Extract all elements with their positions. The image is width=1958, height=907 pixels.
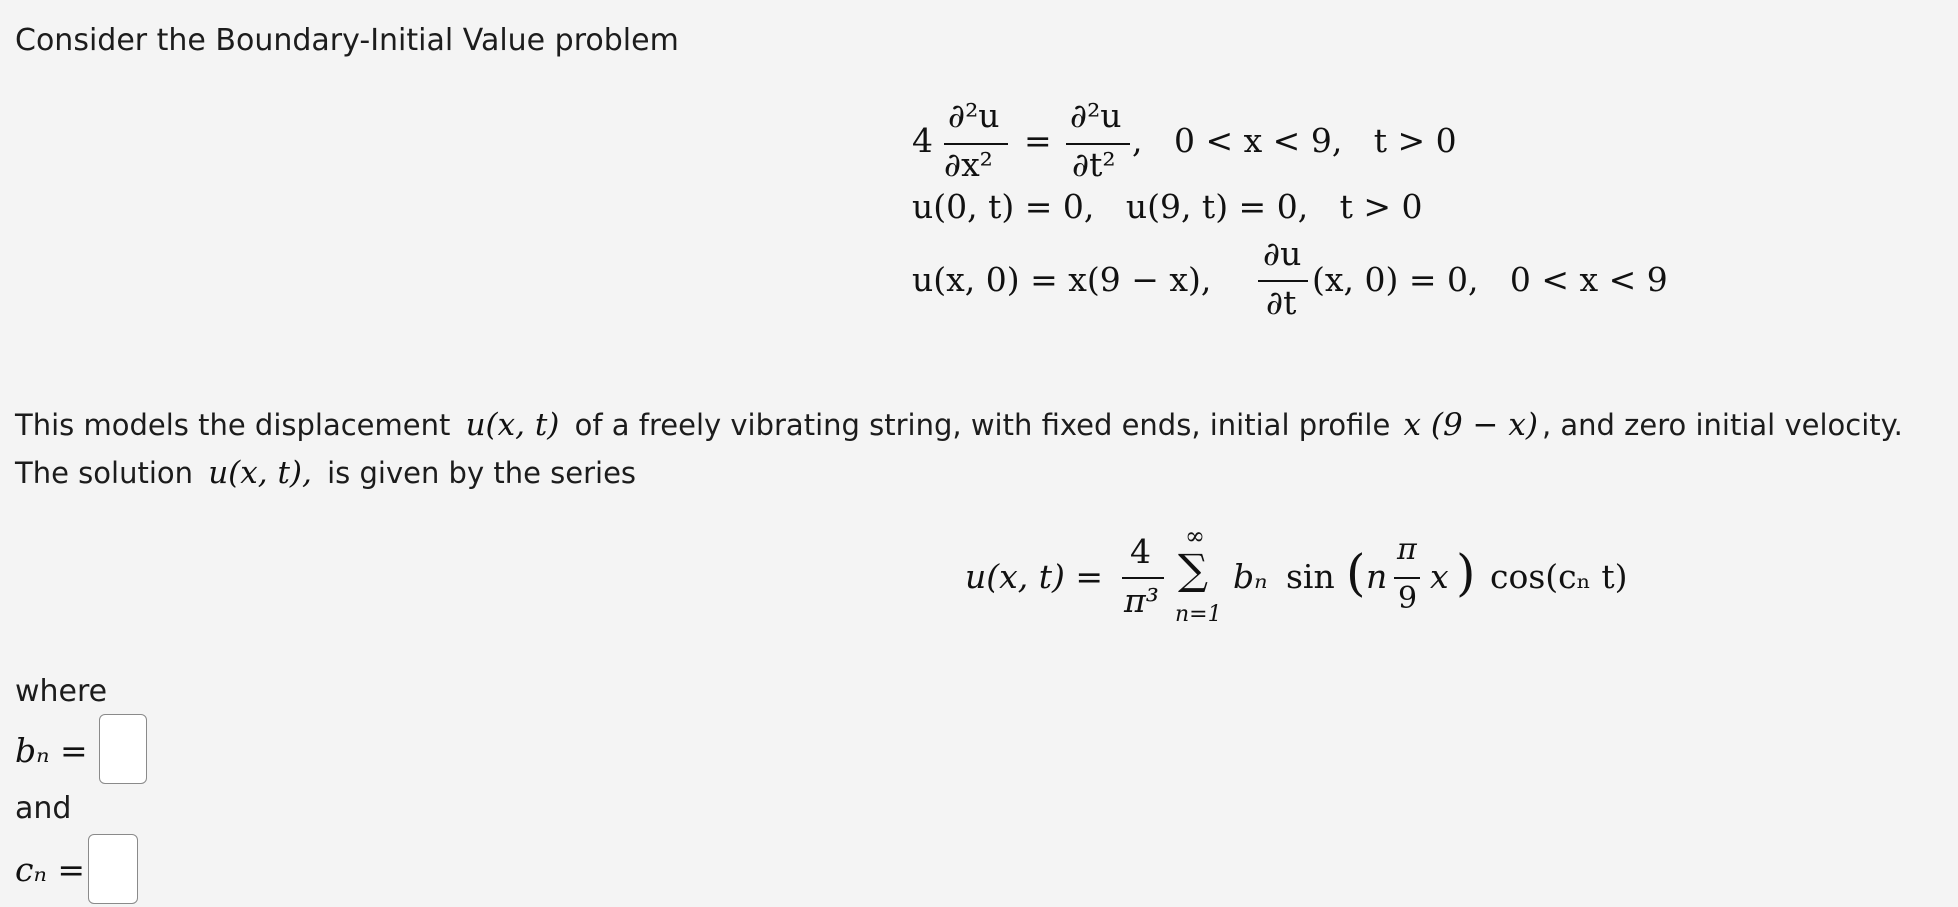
initial-displacement: u(x, 0) = x(9 − x),: [912, 260, 1212, 299]
series-coef-denominator: π³: [1124, 581, 1159, 620]
initial-velocity-fraction-bar: [1258, 280, 1308, 282]
series-pi-numerator: π: [1397, 532, 1417, 567]
description-text: , and zero initial velocity.: [1541, 408, 1903, 442]
description-line-1: [15, 407, 1903, 443]
bn-label: bₙ =: [15, 731, 88, 770]
summation-symbol: ∑: [1178, 545, 1208, 594]
series-cos: cos(cₙ t): [1490, 557, 1628, 596]
boundary-conditions: u(0, t) = 0, u(9, t) = 0, t > 0: [912, 187, 1423, 226]
inline-math-u: u(x, t): [465, 407, 560, 443]
pde-lhs-denominator: ∂x²: [944, 145, 993, 184]
description-text: of a freely vibrating string, with fixed ends, initial profile: [574, 408, 1391, 442]
pde-rhs-denominator: ∂t²: [1072, 145, 1116, 184]
series-bn: bₙ: [1233, 557, 1268, 596]
inline-math-u-solution: u(x, t),: [208, 455, 312, 491]
cn-label: cₙ =: [15, 850, 85, 889]
pde-coefficient: 4: [912, 121, 933, 160]
sum-upper-limit: ∞: [1185, 522, 1205, 550]
description-line-2: [15, 455, 637, 491]
series-x: x: [1430, 557, 1449, 596]
series-arg-fraction-bar: [1394, 577, 1420, 579]
bn-answer-input[interactable]: [99, 714, 147, 784]
intro-text: Consider the Boundary-Initial Value problem: [15, 23, 679, 58]
pde-rhs-numerator: ∂²u: [1070, 96, 1122, 135]
series-coef-fraction-bar: [1122, 577, 1164, 579]
initial-velocity-condition: (x, 0) = 0, 0 < x < 9: [1312, 260, 1668, 299]
initial-velocity-deriv-denominator: ∂t: [1266, 283, 1297, 322]
series-left-paren: (: [1346, 544, 1366, 602]
description-text: This models the displacement: [15, 408, 451, 442]
and-label: and: [15, 791, 72, 826]
sum-lower-limit: n=1: [1175, 602, 1222, 627]
series-coef-numerator: 4: [1130, 532, 1151, 571]
description-text: The solution: [15, 456, 193, 490]
where-label: where: [15, 674, 108, 709]
description-text: is given by the series: [327, 456, 637, 490]
series-right-paren: ): [1456, 544, 1476, 602]
pde-equals: =: [1024, 121, 1052, 160]
inline-math-profile: x (9 − x): [1403, 407, 1538, 443]
series-nine-denominator: 9: [1398, 581, 1418, 616]
pde-lhs-numerator: ∂²u: [948, 96, 1000, 135]
cn-answer-input[interactable]: [88, 834, 138, 904]
pde-domain: , 0 < x < 9, t > 0: [1132, 121, 1457, 160]
series-n: n: [1366, 557, 1388, 596]
initial-velocity-deriv-numerator: ∂u: [1263, 234, 1302, 273]
series-lhs: u(x, t) =: [965, 557, 1103, 596]
series-sin: sin: [1286, 557, 1335, 596]
